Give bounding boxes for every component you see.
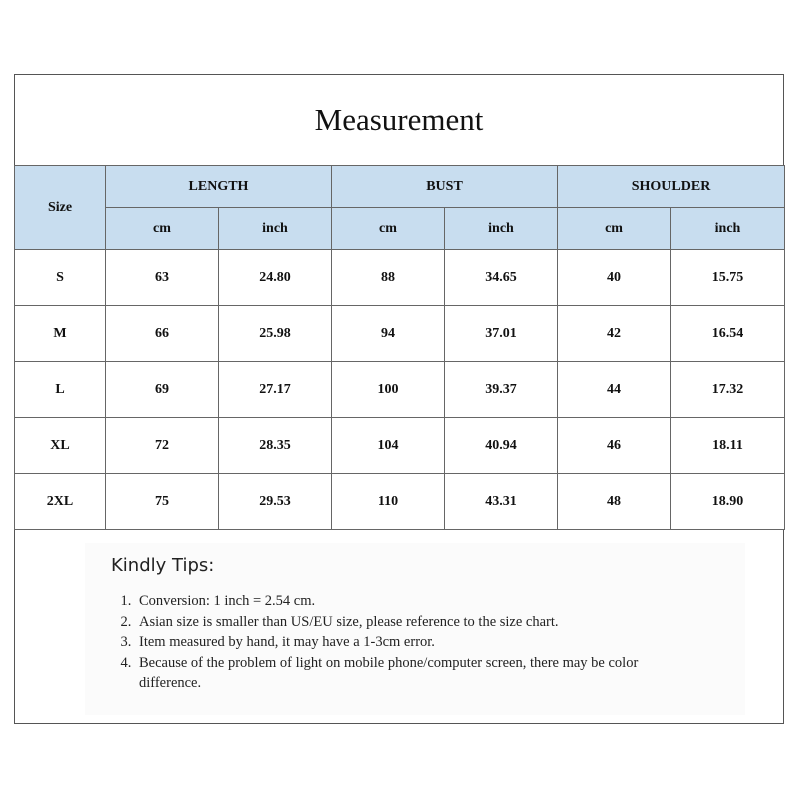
table-cell: 75 bbox=[106, 474, 219, 530]
table-cell: 63 bbox=[106, 250, 219, 306]
group-header-shoulder: SHOULDER bbox=[558, 166, 785, 208]
unit-header: inch bbox=[671, 208, 785, 250]
table-cell: 18.11 bbox=[671, 418, 785, 474]
unit-header: cm bbox=[332, 208, 445, 250]
table-cell: 110 bbox=[332, 474, 445, 530]
unit-header: cm bbox=[106, 208, 219, 250]
table-cell: 72 bbox=[106, 418, 219, 474]
table-cell: 16.54 bbox=[671, 306, 785, 362]
size-chart-table bbox=[14, 165, 785, 530]
size-label: 2XL bbox=[15, 474, 106, 530]
table-cell: 94 bbox=[332, 306, 445, 362]
table-cell: 46 bbox=[558, 418, 671, 474]
table-row bbox=[15, 250, 785, 306]
table-cell: 40 bbox=[558, 250, 671, 306]
table-cell: 37.01 bbox=[445, 306, 558, 362]
table-cell: 27.17 bbox=[219, 362, 332, 418]
tips-list bbox=[85, 591, 695, 694]
table-cell: 48 bbox=[558, 474, 671, 530]
unit-header: inch bbox=[445, 208, 558, 250]
table-cell: 42 bbox=[558, 306, 671, 362]
table-cell: 15.75 bbox=[671, 250, 785, 306]
group-header-bust: BUST bbox=[332, 166, 558, 208]
table-row bbox=[15, 306, 785, 362]
size-label: S bbox=[15, 250, 106, 306]
table-cell: 100 bbox=[332, 362, 445, 418]
table-cell: 18.90 bbox=[671, 474, 785, 530]
tips-title: Kindly Tips: bbox=[111, 555, 215, 576]
unit-header: cm bbox=[558, 208, 671, 250]
table-cell: 66 bbox=[106, 306, 219, 362]
table-cell: 28.35 bbox=[219, 418, 332, 474]
table-row bbox=[15, 362, 785, 418]
table-cell: 25.98 bbox=[219, 306, 332, 362]
size-header: Size bbox=[15, 166, 106, 250]
table-row bbox=[15, 474, 785, 530]
table-cell: 40.94 bbox=[445, 418, 558, 474]
table-cell: 29.53 bbox=[219, 474, 332, 530]
size-label: L bbox=[15, 362, 106, 418]
list-item: 4. Because of the problem of light on mobile phone/computer screen, there may be color difference. bbox=[135, 653, 695, 694]
page-title: Measurement bbox=[314, 102, 484, 137]
table-cell: 43.31 bbox=[445, 474, 558, 530]
table-row bbox=[15, 418, 785, 474]
table-cell: 17.32 bbox=[671, 362, 785, 418]
list-item: 1. Conversion: 1 inch = 2.54 cm. bbox=[135, 591, 695, 612]
size-label: XL bbox=[15, 418, 106, 474]
table-cell: 104 bbox=[332, 418, 445, 474]
unit-header: inch bbox=[219, 208, 332, 250]
table-cell: 39.37 bbox=[445, 362, 558, 418]
kindly-tips-box bbox=[85, 543, 745, 715]
table-cell: 34.65 bbox=[445, 250, 558, 306]
table-cell: 88 bbox=[332, 250, 445, 306]
table-cell: 24.80 bbox=[219, 250, 332, 306]
table-cell: 44 bbox=[558, 362, 671, 418]
size-label: M bbox=[15, 306, 106, 362]
measurement-frame bbox=[14, 74, 784, 724]
table-cell: 69 bbox=[106, 362, 219, 418]
group-header-length: LENGTH bbox=[106, 166, 332, 208]
list-item: 2. Asian size is smaller than US/EU size, please reference to the size chart. bbox=[135, 612, 695, 633]
list-item: 3. Item measured by hand, it may have a 1-3cm error. bbox=[135, 632, 695, 653]
